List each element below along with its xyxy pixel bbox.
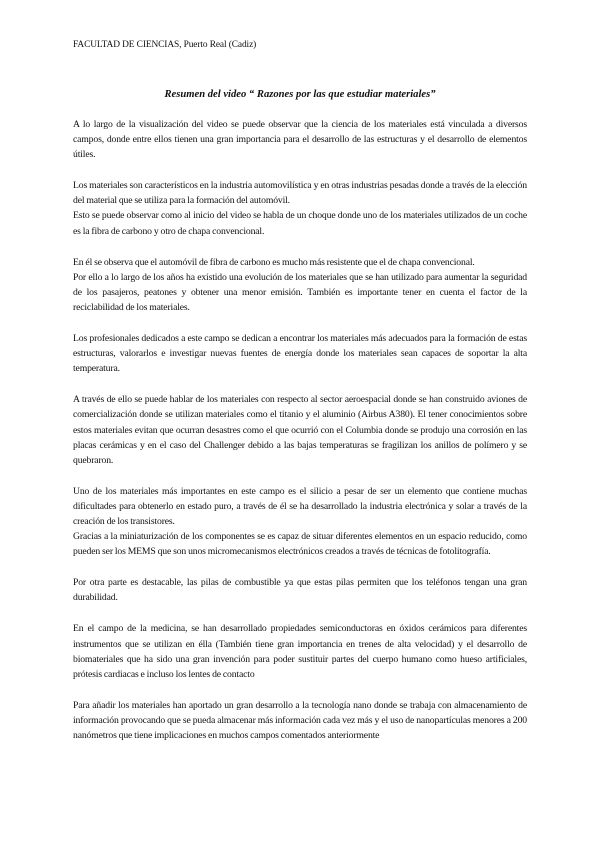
faculty-header: FACULTAD DE CIENCIAS, Puerto Real (Cadiz) bbox=[73, 40, 257, 50]
paragraph-automotive: Los materiales son característicos en la industria automovilística y en otras industrias pesadas donde a través de la elección del material que se utiliza para la formación del automóvil. bbox=[73, 180, 527, 207]
document-body bbox=[73, 117, 527, 759]
paragraph-crash-test: Esto se puede observar como al inicio del video se habla de un choque donde uno de los materiales utilizados de un coche es la fibra de carbono y otro de chapa convencional. bbox=[73, 210, 527, 237]
paragraph-fuel-cells: Por otra parte es destacable, las pilas de combustible ya que estas pilas permiten que los teléfonos tengan una gran durabilidad. bbox=[73, 577, 527, 604]
paragraph-intro: A lo largo de la visualización del video se puede observar que la ciencia de los materiales está vinculada a diversos campos, donde entre ellos tienen una gran importancia para el desarrollo de las estructuras y el desarrollo de elementos útiles. bbox=[73, 119, 527, 161]
paragraph-carbon-fiber: En él se observa que el automóvil de fibra de carbono es mucho más resistente que el de chapa convencional. bbox=[73, 256, 475, 268]
paragraph-professionals: Los profesionales dedicados a este campo se dedican a encontrar los materiales más adecuados para la formación de estas estructuras, valorarlos e investigar nuevas fuentes de energía donde los materiales sean capaces de soportar la alta temperatura. bbox=[73, 333, 527, 375]
paragraph-nanotech: Para añadir los materiales han aportado un gran desarrollo a la tecnología nano donde se trabaja con almacenamiento de información provocando que se pueda almacenar más información cada vez más y el uso de nanopartículas menores a 200 nanómetros que tiene implicaciones en muchos campos comentados anteriormente bbox=[73, 699, 527, 741]
paragraph-silicon: Uno de los materiales más importantes en este campo es el silicio a pesar de ser un elemento que contiene muchas dificultades para obtenerlo en estado puro, a través de él se ha desarrollado la industria electrónica y solar a través de la creación de los transistores. bbox=[73, 485, 527, 527]
document-title: Resumen del video “ Razones por las que estudiar materiales” bbox=[164, 89, 436, 100]
paragraph-medicine: En el campo de la medicina, se han desarrollado propiedades semiconductoras en óxidos cerámicos para diferentes instrumentos que se utilizan en élla (También tiene gran importancia en trenes de alta velocidad) y el desarrollo de biomateriales que ha sido una gran invención para poder sustituir partes del cuerpo humano como hueso artificiales, prótesis cardiacas e incluso los lentes de contacto bbox=[73, 623, 527, 680]
paragraph-aerospace: A través de ello se puede hablar de los materiales con respecto al sector aeroespacial donde se han construido aviones de comercialización donde se utilizan materiales como el titanio y el aluminio (Airbus A380). El tener conocimientos sobre estos materiales evitan que ocurran desastres como el que ocurrió con el Columbia donde se produjo una corrosión en las placas cerámicas y en el caso del Challenger debido a las bajas temperaturas se fragilizan los anillos de polímero y se quebraron. bbox=[73, 394, 527, 466]
paragraph-evolution: Por ello a lo largo de los años ha existido una evolución de los materiales que se han utilizado para aumentar la seguridad de los pasajeros, peatones y obtener una menor emisión. También es importante tener en cuenta el factor de la reciclabilidad de los materiales. bbox=[73, 271, 527, 313]
paragraph-miniaturization: Gracias a la miniaturización de los componentes se es capaz de situar diferentes elementos en un espacio reducido, como pueden ser los MEMS que son unos micromecanismos electrónicos creados a través de técnicas de fotolitografía. bbox=[73, 531, 527, 558]
